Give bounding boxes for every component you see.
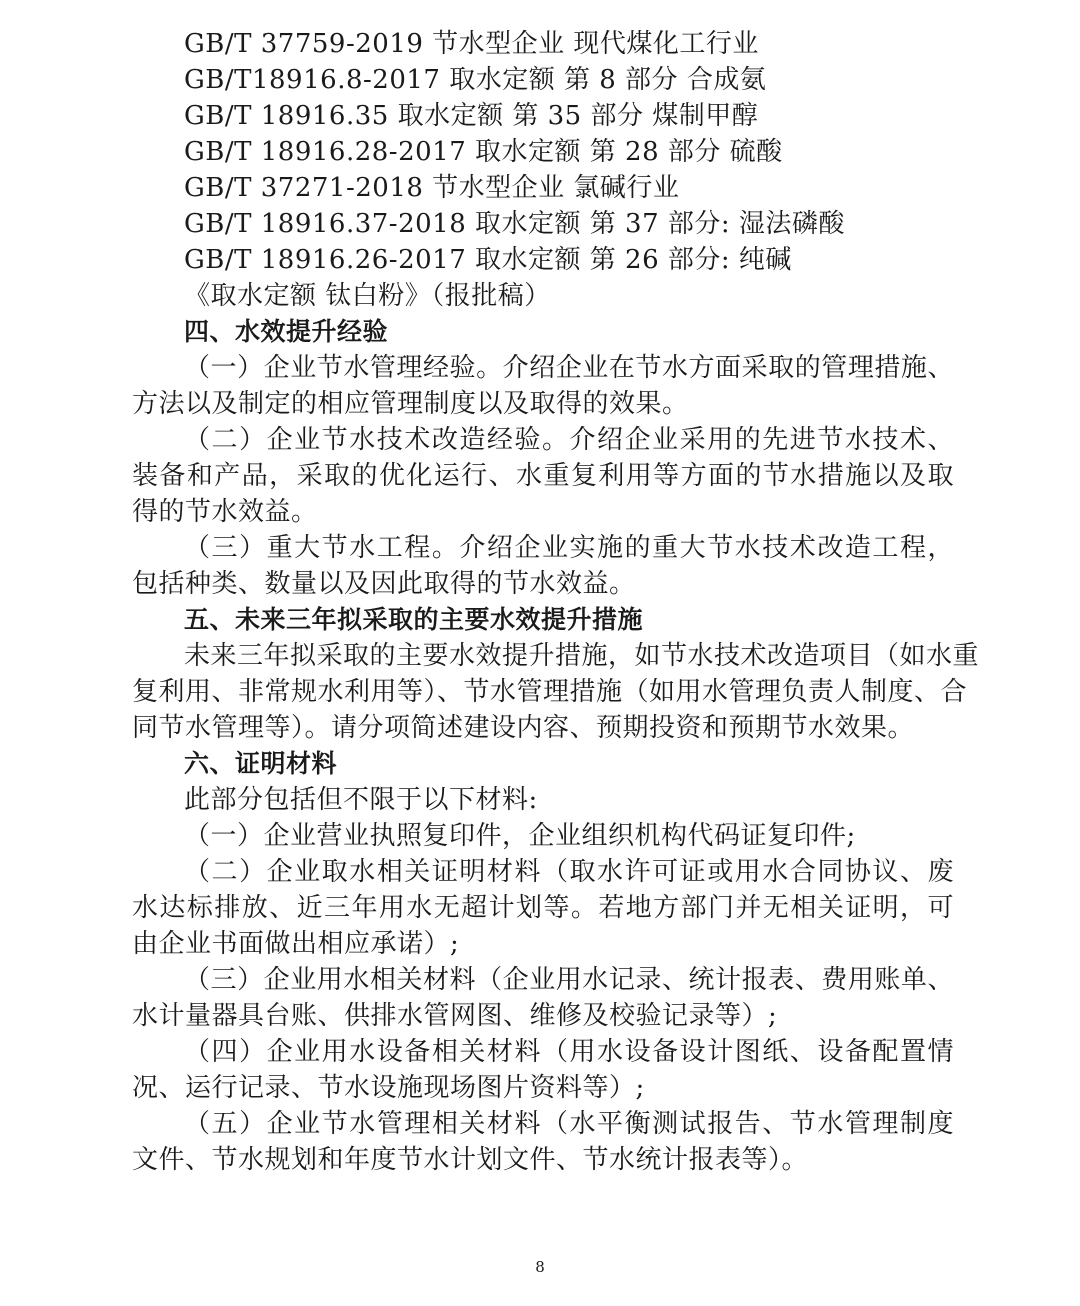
list-item xyxy=(132,1034,954,1106)
text-line: （二）企业取水相关证明材料（取水许可证或用水合同协议、废 xyxy=(184,857,954,887)
paragraph xyxy=(132,530,954,602)
text-line: （四）企业用水设备相关材料（用水设备设计图纸、设备配置情 xyxy=(184,1037,954,1067)
standard-item: GB/T 18916.26-2017 取水定额 第 26 部分: 纯碱 xyxy=(184,245,792,275)
paragraph xyxy=(132,422,954,530)
standard-item: GB/T18916.8-2017 取水定额 第 8 部分 合成氨 xyxy=(184,65,767,95)
text-line: 装备和产品，采取的优化运行、水重复利用等方面的节水措施以及取 xyxy=(132,461,954,491)
text-line: 水达标排放、近三年用水无超计划等。若地方部门并无相关证明，可 xyxy=(132,893,954,923)
standard-item: GB/T 37759-2019 节水型企业 现代煤化工行业 xyxy=(184,29,759,59)
text-line: 包括种类、数量以及因此取得的节水效益。 xyxy=(132,569,636,599)
text-line: 得的节水效益。 xyxy=(132,497,318,527)
text-line: （二）企业节水技术改造经验。介绍企业采用的先进节水技术、 xyxy=(184,425,954,455)
paragraph xyxy=(132,350,954,422)
paragraph xyxy=(132,638,980,746)
standard-item: GB/T 37271-2018 节水型企业 氯碱行业 xyxy=(184,173,680,203)
text-line: 水计量器具台账、供排水管网图、维修及校验记录等）; xyxy=(132,1001,778,1031)
list-item xyxy=(132,1106,954,1178)
standard-item: 《取水定额 钛白粉》（报批稿） xyxy=(184,281,551,311)
list-item xyxy=(132,962,954,1034)
text-line: 复利用、非常规水利用等）、节水管理措施（如用水管理负责人制度、合 xyxy=(132,677,968,707)
section-heading-6: 六、证明材料 xyxy=(184,749,338,778)
text-line: 况、运行记录、节水设施现场图片资料等）; xyxy=(132,1073,645,1103)
standard-item: GB/T 18916.37-2018 取水定额 第 37 部分: 湿法磷酸 xyxy=(184,209,845,239)
text-line: 由企业书面做出相应承诺）; xyxy=(132,929,460,959)
text-line: （五）企业节水管理相关材料（水平衡测试报告、节水管理制度 xyxy=(184,1109,954,1139)
text-line: （三）企业用水相关材料（企业用水记录、统计报表、费用账单、 xyxy=(184,965,954,995)
text-line: （三）重大节水工程。介绍企业实施的重大节水技术改造工程， xyxy=(184,533,954,563)
list-item xyxy=(132,854,954,962)
text-line: （一）企业营业执照复印件，企业组织机构代码证复印件; xyxy=(184,821,856,851)
list-item xyxy=(132,818,954,854)
section-heading-5: 五、未来三年拟采取的主要水效提升措施 xyxy=(184,605,644,634)
page-number: 8 xyxy=(535,1258,545,1276)
section-heading-4: 四、水效提升经验 xyxy=(184,317,389,346)
text-line: （一）企业节水管理经验。介绍企业在节水方面采取的管理措施、 xyxy=(184,353,954,383)
text-line: 文件、节水规划和年度节水计划文件、节水统计报表等）。 xyxy=(132,1145,809,1175)
text-line: 同节水管理等）。请分项简述建设内容、预期投资和预期节水效果。 xyxy=(132,713,915,743)
text-line: 未来三年拟采取的主要水效提升措施，如节水技术改造项目（如水重 xyxy=(184,641,980,671)
document-page xyxy=(132,26,980,1178)
standards-list xyxy=(132,26,954,314)
standard-item: GB/T 18916.35 取水定额 第 35 部分 煤制甲醇 xyxy=(184,101,759,131)
text-line: 此部分包括但不限于以下材料: xyxy=(184,785,538,815)
text-line: 方法以及制定的相应管理制度以及取得的效果。 xyxy=(132,389,689,419)
standard-item: GB/T 18916.28-2017 取水定额 第 28 部分 硫酸 xyxy=(184,137,783,167)
